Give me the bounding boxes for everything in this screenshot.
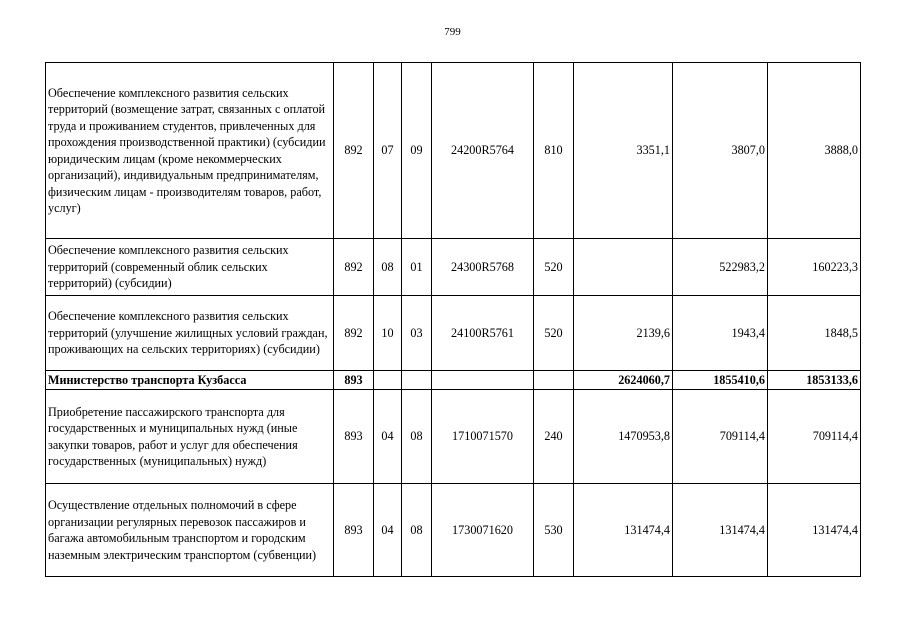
subsection-code: 08 (402, 484, 432, 577)
expense-type-code: 520 (534, 296, 574, 371)
section-code: 08 (374, 239, 402, 296)
ministry-code: 893 (334, 390, 374, 484)
expense-type-code (534, 371, 574, 390)
table-row (46, 63, 861, 239)
sum-year-2: 131474,4 (673, 484, 768, 577)
expense-type-code: 810 (534, 63, 574, 239)
sum-year-1 (574, 239, 673, 296)
ministry-code: 893 (334, 484, 374, 577)
sum-year-2: 1943,4 (673, 296, 768, 371)
sum-year-3: 1853133,6 (768, 371, 861, 390)
row-name: Обеспечение комплексного развития сельских территорий (возмещение затрат, связанных с оплатой труда и проживанием студентов, привлеченных для прохождения производственной практики) (субсидии юридическим лицам (кроме некоммерческих организаций), индивидуальным предпринимателям, физическим лицам - производителям товаров, работ, услуг) (46, 63, 334, 239)
sum-year-3: 160223,3 (768, 239, 861, 296)
sum-year-1: 2139,6 (574, 296, 673, 371)
ministry-code: 892 (334, 239, 374, 296)
section-code (374, 371, 402, 390)
ministry-code: 892 (334, 296, 374, 371)
row-name: Приобретение пассажирского транспорта для государственных и муниципальных нужд (иные закупки товаров, работ и услуг для обеспечения государственных (муниципальных) нужд) (46, 390, 334, 484)
expense-type-code: 530 (534, 484, 574, 577)
sum-year-3: 131474,4 (768, 484, 861, 577)
subsection-code: 03 (402, 296, 432, 371)
target-article-code (432, 371, 534, 390)
sum-year-2: 1855410,6 (673, 371, 768, 390)
target-article-code: 1710071570 (432, 390, 534, 484)
sum-year-1: 1470953,8 (574, 390, 673, 484)
ministry-code: 892 (334, 63, 374, 239)
section-code: 04 (374, 484, 402, 577)
sum-year-3: 3888,0 (768, 63, 861, 239)
row-name: Обеспечение комплексного развития сельских территорий (современный облик сельских территорий) (субсидии) (46, 239, 334, 296)
sum-year-3: 709114,4 (768, 390, 861, 484)
subsection-code: 08 (402, 390, 432, 484)
section-code: 04 (374, 390, 402, 484)
sum-year-1: 2624060,7 (574, 371, 673, 390)
sum-year-3: 1848,5 (768, 296, 861, 371)
sum-year-2: 3807,0 (673, 63, 768, 239)
target-article-code: 1730071620 (432, 484, 534, 577)
target-article-code: 24300R5768 (432, 239, 534, 296)
table-row-ministry-total (46, 371, 861, 390)
subsection-code: 01 (402, 239, 432, 296)
ministry-code: 893 (334, 371, 374, 390)
sum-year-1: 3351,1 (574, 63, 673, 239)
sum-year-2: 709114,4 (673, 390, 768, 484)
row-name: Министерство транспорта Кузбасса (46, 371, 334, 390)
expense-type-code: 520 (534, 239, 574, 296)
row-name: Обеспечение комплексного развития сельских территорий (улучшение жилищных условий граждан, проживающих на сельских территориях) (субсидии) (46, 296, 334, 371)
expense-type-code: 240 (534, 390, 574, 484)
subsection-code: 09 (402, 63, 432, 239)
page-number: 799 (444, 26, 461, 38)
section-code: 07 (374, 63, 402, 239)
target-article-code: 24200R5764 (432, 63, 534, 239)
subsection-code (402, 371, 432, 390)
table-row (46, 296, 861, 371)
sum-year-2: 522983,2 (673, 239, 768, 296)
target-article-code: 24100R5761 (432, 296, 534, 371)
table-row (46, 390, 861, 484)
table-row (46, 484, 861, 577)
budget-table (45, 62, 861, 577)
section-code: 10 (374, 296, 402, 371)
row-name: Осуществление отдельных полномочий в сфере организации регулярных перевозок пассажиров и багажа автомобильным транспортом и городским наземным электрическим транспортом (субвенции) (46, 484, 334, 577)
table-row (46, 239, 861, 296)
sum-year-1: 131474,4 (574, 484, 673, 577)
